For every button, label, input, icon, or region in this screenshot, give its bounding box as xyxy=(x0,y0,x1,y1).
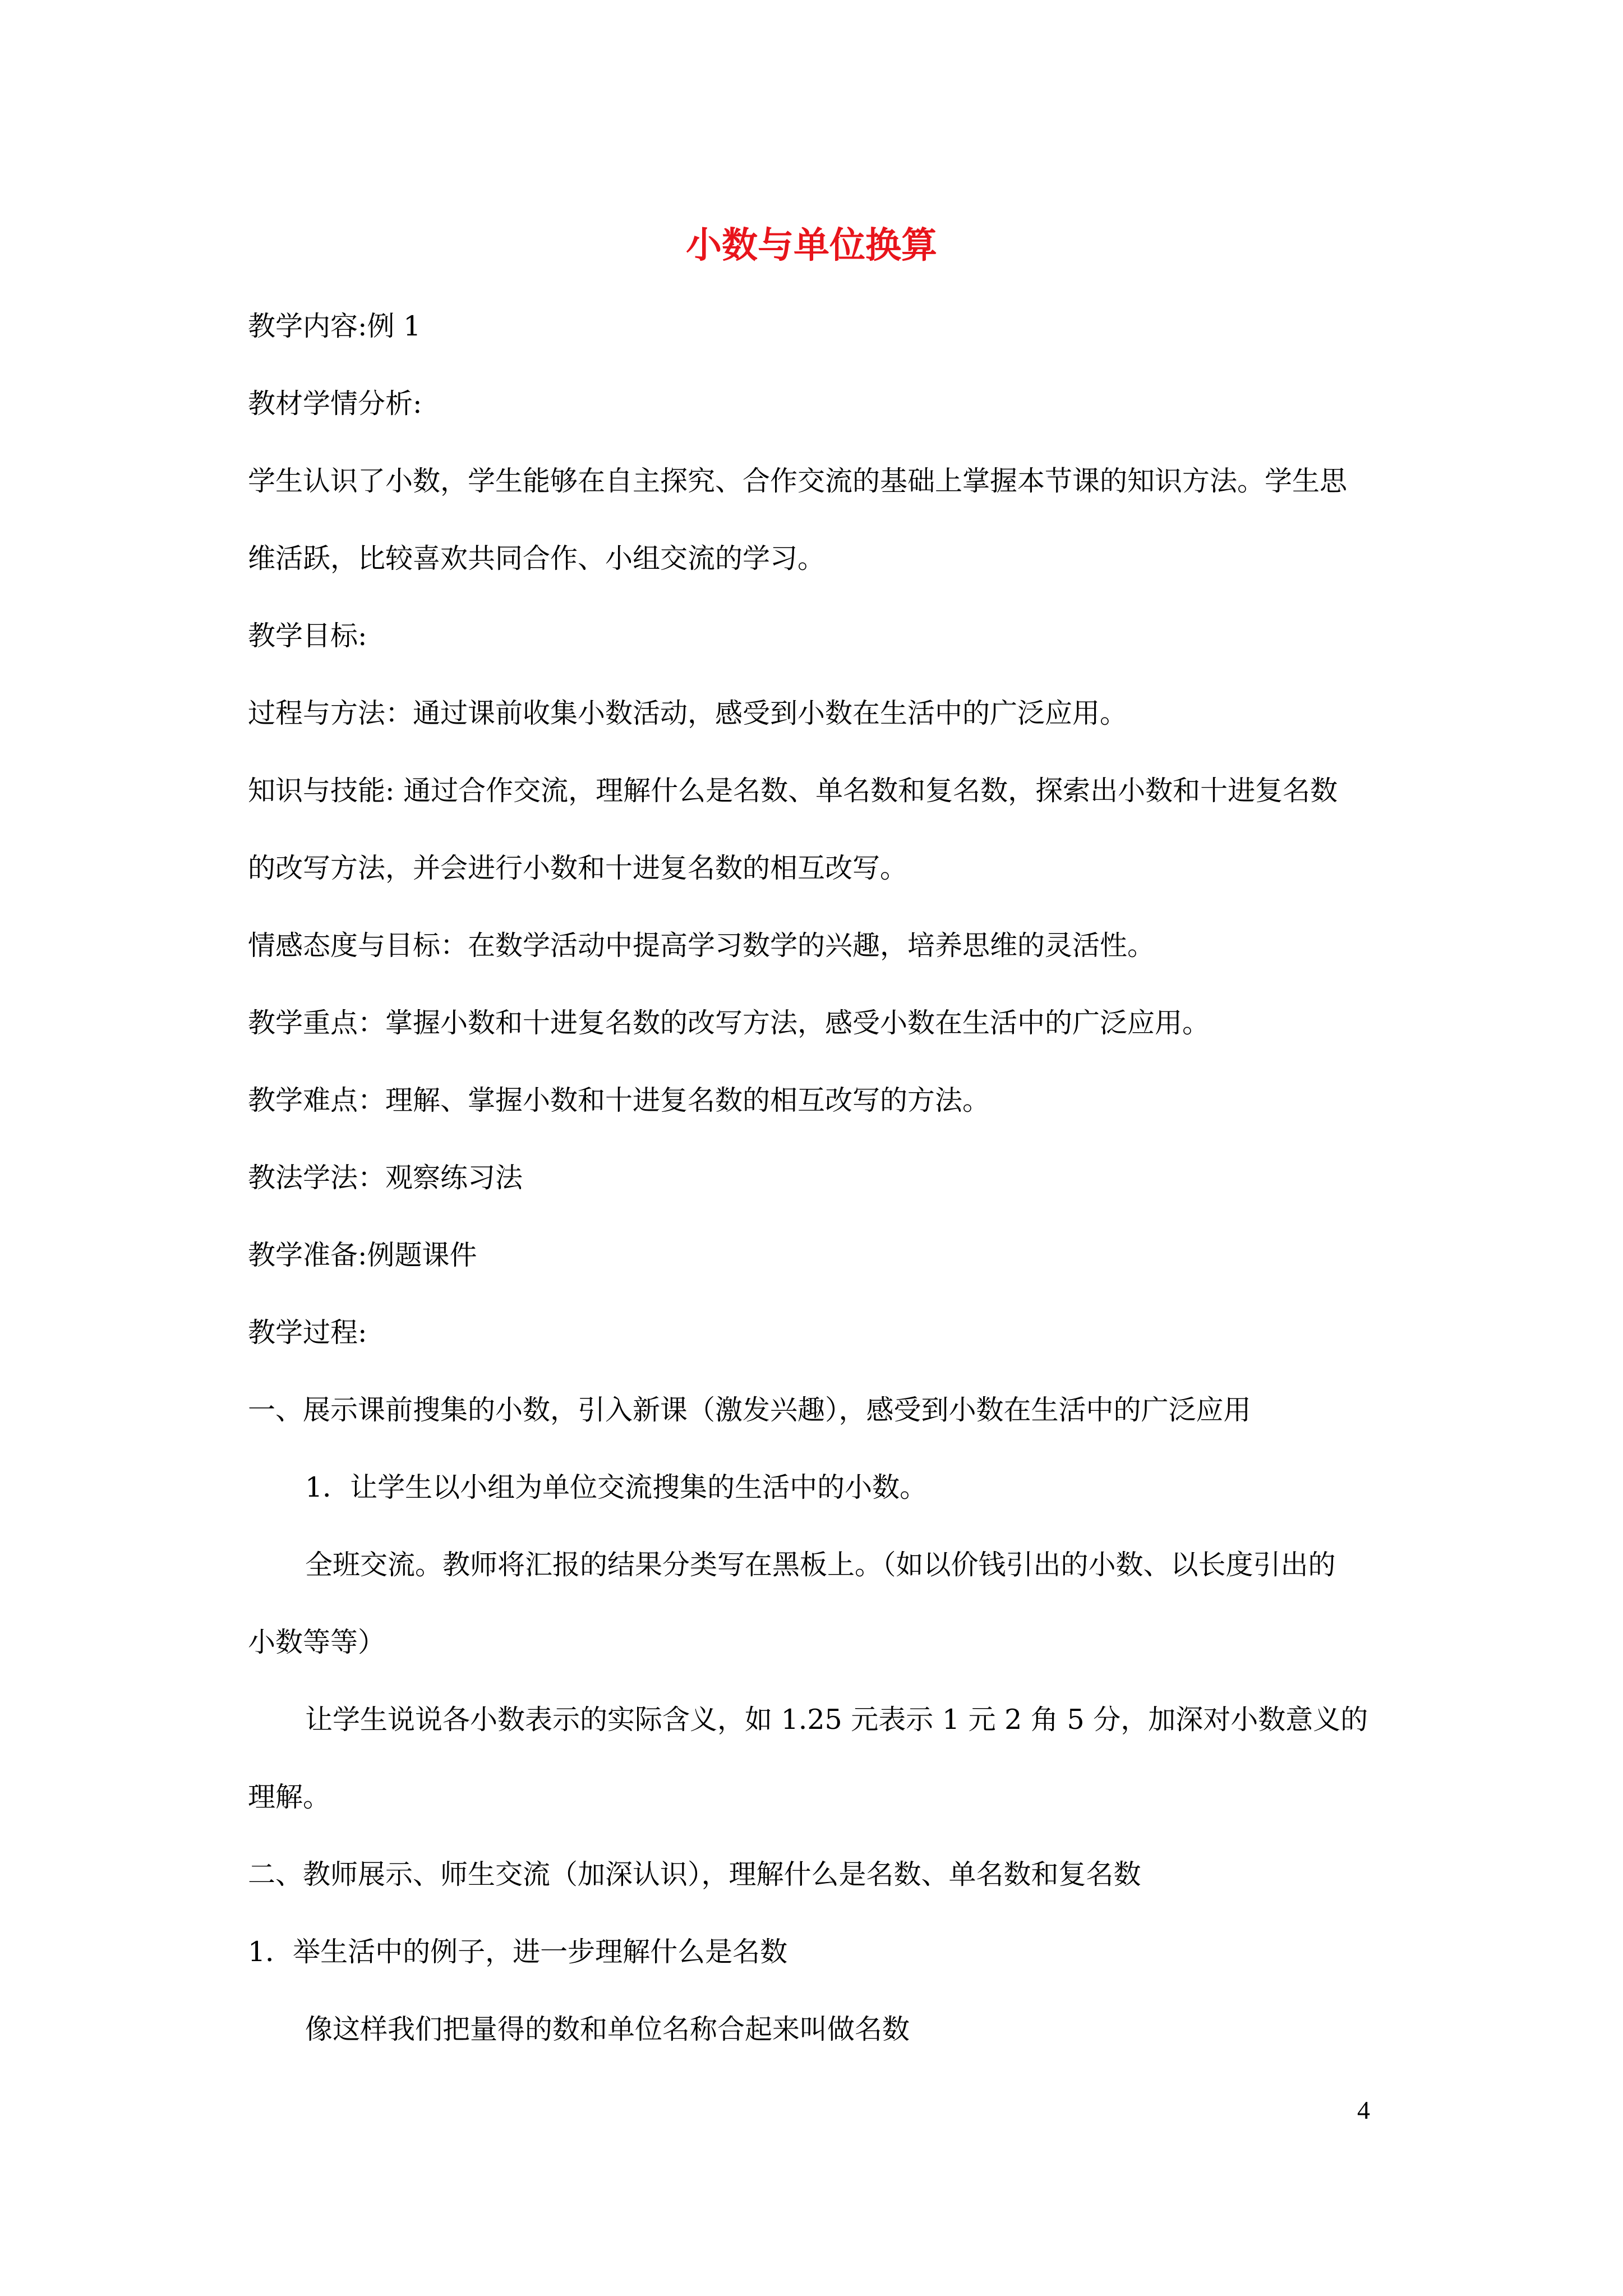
text-line-definition: 像这样我们把量得的数和单位名称合起来叫做名数 xyxy=(305,2013,910,2045)
text-line-section-two: 二、教师展示、师生交流（加深认识），理解什么是名数、单名数和复名数 xyxy=(248,1858,1141,1890)
document-title: 小数与单位换算 xyxy=(686,224,937,266)
text-line-step-1: 1．让学生以小组为单位交流搜集的生活中的小数。 xyxy=(305,1471,928,1503)
text-line-class-exchange-2: 小数等等） xyxy=(248,1626,386,1658)
text-line-process-heading: 教学过程: xyxy=(248,1317,367,1349)
text-line-emotion-goals: 情感态度与目标：在数学活动中提高学习数学的兴趣，培养思维的灵活性。 xyxy=(248,930,1155,961)
text-line-difficulties: 教学难点：理解、掌握小数和十进复名数的相互改写的方法。 xyxy=(248,1084,990,1116)
text-line-section-one: 一、展示课前搜集的小数，引入新课（激发兴趣），感受到小数在生活中的广泛应用 xyxy=(248,1394,1251,1426)
text-line-knowledge-skills-2: 的改写方法，并会进行小数和十进复名数的相互改写。 xyxy=(248,852,908,884)
text-line-preparation: 教学准备:例题课件 xyxy=(248,1239,477,1271)
text-line-methods: 教法学法：观察练习法 xyxy=(248,1162,523,1194)
text-line-key-points: 教学重点：掌握小数和十进复名数的改写方法，感受小数在生活中的广泛应用。 xyxy=(248,1007,1210,1039)
text-line-meaning-1: 让学生说说各小数表示的实际含义，如 1.25 元表示 1 元 2 角 5 分，加深对小数意义的 xyxy=(305,1704,1368,1736)
text-line-goals-heading: 教学目标: xyxy=(248,620,367,652)
text-line-teaching-content: 教学内容:例 1 xyxy=(248,310,421,342)
page-number: 4 xyxy=(1357,2096,1370,2124)
text-line-analysis-1: 学生认识了小数，学生能够在自主探究、合作交流的基础上掌握本节课的知识方法。学生思 xyxy=(248,465,1348,497)
text-line-analysis-2: 维活跃，比较喜欢共同合作、小组交流的学习。 xyxy=(248,542,826,574)
text-line-process-method: 过程与方法：通过课前收集小数活动，感受到小数在生活中的广泛应用。 xyxy=(248,697,1128,729)
text-line-analysis-heading: 教材学情分析: xyxy=(248,388,422,420)
text-line-class-exchange-1: 全班交流。教师将汇报的结果分类写在黑板上。（如以价钱引出的小数、以长度引出的 xyxy=(305,1549,1336,1581)
text-line-example-step: 1．举生活中的例子，进一步理解什么是名数 xyxy=(248,1936,788,1968)
text-line-knowledge-skills-1: 知识与技能: 通过合作交流，理解什么是名数、单名数和复名数，探索出小数和十进复名数 xyxy=(248,775,1338,807)
text-line-meaning-2: 理解。 xyxy=(248,1781,331,1813)
